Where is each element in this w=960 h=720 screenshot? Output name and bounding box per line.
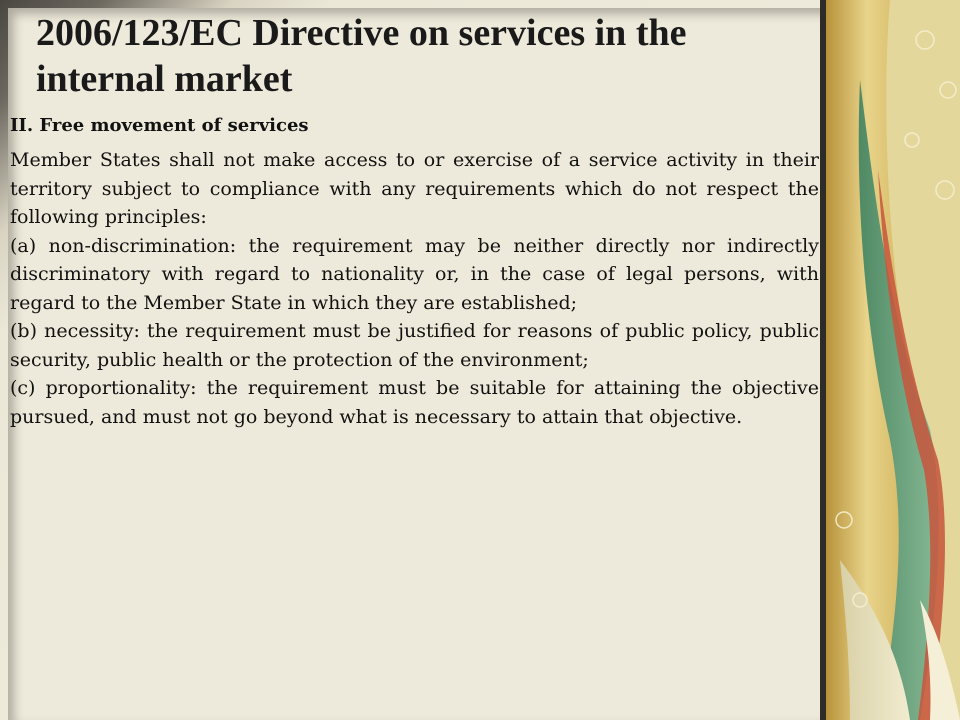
slide-body bbox=[10, 113, 819, 431]
section-heading: II. Free movement of services bbox=[10, 115, 309, 136]
intro-paragraph: Member States shall not make access to or exercise of a service activity in their territory subject to compliance with any requirements which do not respect the following principles: bbox=[10, 149, 819, 228]
slide-title: 2006/123/EC Directive on services in the internal market bbox=[36, 12, 687, 100]
principle-non-discrimination: (a) non-discrimination: the requirement may be neither directly nor indirectly discriminatory with regard to nationality or, in the case of legal persons, with regard to the Member State in which they are established; bbox=[10, 234, 819, 314]
decorative-ribbon-ornament bbox=[820, 0, 960, 720]
principle-necessity: (b) necessity: the requirement must be justified for reasons of public policy, public security, public health or the protection of the environment; bbox=[10, 320, 819, 371]
principle-proportionality: (c) proportionality: the requirement must be suitable for attaining the objective pursued, and must not go beyond what is necessary to attain that objective. bbox=[10, 377, 819, 428]
